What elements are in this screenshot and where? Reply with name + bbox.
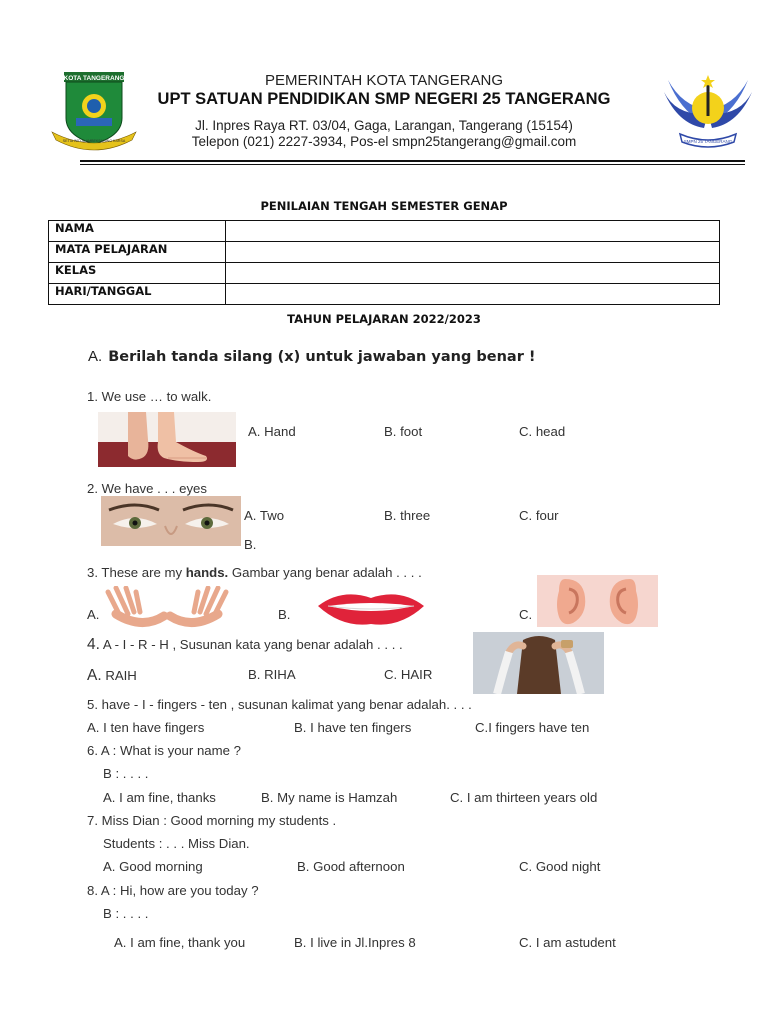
smpn25-logo bbox=[662, 70, 754, 154]
q8-option-a[interactable]: A. I am fine, thank you bbox=[114, 935, 246, 950]
q5-option-a[interactable]: A. I ten have fingers bbox=[87, 720, 205, 735]
field-mata-pelajaran[interactable] bbox=[226, 242, 720, 263]
q8-option-c[interactable]: C. I am astudent bbox=[519, 935, 616, 950]
info-row-nama bbox=[49, 221, 720, 242]
q4-option-a-letter: A. bbox=[87, 667, 102, 684]
q5-option-c[interactable]: C.I fingers have ten bbox=[475, 720, 590, 735]
q3-option-c[interactable]: C. bbox=[519, 607, 533, 622]
question-4-text bbox=[87, 636, 403, 654]
field-kelas[interactable] bbox=[226, 263, 720, 284]
question-6-text: 6. A : What is your name ? bbox=[87, 743, 241, 758]
label-hari-tanggal: HARI/TANGGAL bbox=[49, 284, 226, 305]
exam-title: PENILAIAN TENGAH SEMESTER GENAP bbox=[260, 199, 508, 213]
q7-students-line: Students : . . . Miss Dian. bbox=[103, 836, 250, 851]
q7-option-a[interactable]: A. Good morning bbox=[103, 859, 203, 874]
info-row-hari-tanggal bbox=[49, 284, 720, 305]
section-letter: A. bbox=[88, 348, 103, 365]
label-kelas: KELAS bbox=[49, 263, 226, 284]
q1-option-a[interactable]: A. Hand bbox=[248, 424, 296, 439]
school-address: Jl. Inpres Raya RT. 03/04, Gaga, Larangan, Tangerang (15154) bbox=[195, 118, 573, 133]
q6-option-b[interactable]: B. My name is Hamzah bbox=[261, 790, 398, 805]
q4-number: 4. bbox=[87, 636, 100, 653]
q4-option-b[interactable]: B. RIHA bbox=[248, 667, 296, 682]
info-row-kelas bbox=[49, 263, 720, 284]
ears-image bbox=[537, 575, 658, 627]
question-3-text bbox=[87, 565, 422, 580]
section-instruction: Berilah tanda silang (x) untuk jawaban yang benar ! bbox=[108, 349, 536, 365]
student-info-table bbox=[48, 220, 720, 305]
label-mata-pelajaran: MATA PELAJARAN bbox=[49, 242, 226, 263]
question-2-text: 2. We have . . . eyes bbox=[87, 481, 207, 496]
q1-option-c[interactable]: C. head bbox=[519, 424, 566, 439]
q6-option-a[interactable]: A. I am fine, thanks bbox=[103, 790, 216, 805]
logo-left-text: KOTA TANGERANG bbox=[63, 75, 125, 82]
lips-image bbox=[312, 586, 430, 630]
q7-option-c[interactable]: C. Good night bbox=[519, 859, 601, 874]
q2-extra-label: B. bbox=[244, 537, 257, 552]
field-hari-tanggal[interactable] bbox=[226, 284, 720, 305]
question-5-text: 5. have - I - fingers - ten , susunan kalimat yang benar adalah. . . . bbox=[87, 697, 472, 712]
q2-option-c[interactable]: C. four bbox=[519, 508, 559, 523]
question-7-text: 7. Miss Dian : Good morning my students . bbox=[87, 813, 337, 828]
logo-left-motto: SETIA WIDJA AMBEKSANING KARSA bbox=[62, 139, 126, 143]
q3-option-b[interactable]: B. bbox=[278, 607, 291, 622]
q4-option-a-text: RAIH bbox=[105, 668, 137, 683]
question-1-text: 1. We use … to walk. bbox=[87, 389, 212, 404]
q8-option-b[interactable]: B. I live in Jl.Inpres 8 bbox=[294, 935, 416, 950]
government-name: PEMERINTAH KOTA TANGERANG bbox=[264, 72, 504, 89]
feet-image bbox=[98, 412, 236, 467]
label-nama: NAMA bbox=[49, 221, 226, 242]
q7-option-b[interactable]: B. Good afternoon bbox=[297, 859, 405, 874]
q4-option-c[interactable]: C. HAIR bbox=[384, 667, 433, 682]
q6-b-line: B : . . . . bbox=[103, 766, 149, 781]
q4-text: A - I - R - H , Susunan kata yang benar adalah . . . . bbox=[99, 637, 403, 652]
q3-text-bold: hands. bbox=[185, 565, 229, 580]
header-divider bbox=[80, 160, 745, 162]
q1-option-b[interactable]: B. foot bbox=[384, 424, 423, 439]
school-name: UPT SATUAN PENDIDIKAN SMP NEGERI 25 TANGERANG bbox=[157, 90, 611, 108]
section-heading bbox=[88, 348, 536, 365]
header-divider-thin bbox=[80, 164, 745, 165]
hands-image bbox=[102, 586, 232, 630]
q2-option-b[interactable]: B. three bbox=[384, 508, 431, 523]
hair-image bbox=[473, 632, 604, 694]
question-8-text: 8. A : Hi, how are you today ? bbox=[87, 883, 259, 898]
field-nama[interactable] bbox=[226, 221, 720, 242]
q6-option-c[interactable]: C. I am thirteen years old bbox=[450, 790, 598, 805]
q2-option-a[interactable]: A. Two bbox=[244, 508, 285, 523]
school-phone-email: Telepon (021) 2227-3934, Pos-el smpn25tangerang@gmail.com bbox=[191, 134, 577, 149]
q3-text-after: Gambar yang benar adalah . . . . bbox=[228, 565, 422, 580]
q5-option-b[interactable]: B. I have ten fingers bbox=[294, 720, 412, 735]
school-year: TAHUN PELAJARAN 2022/2023 bbox=[287, 312, 481, 326]
q4-option-a[interactable] bbox=[87, 667, 137, 685]
q8-b-line: B : . . . . bbox=[103, 906, 149, 921]
info-row-mata-pelajaran bbox=[49, 242, 720, 263]
q3-option-a[interactable]: A. bbox=[87, 607, 100, 622]
eyes-image bbox=[101, 496, 241, 546]
logo-right-text: SMPN 25 TANGERANG bbox=[683, 139, 733, 144]
q3-text-before: 3. These are my bbox=[87, 565, 186, 580]
